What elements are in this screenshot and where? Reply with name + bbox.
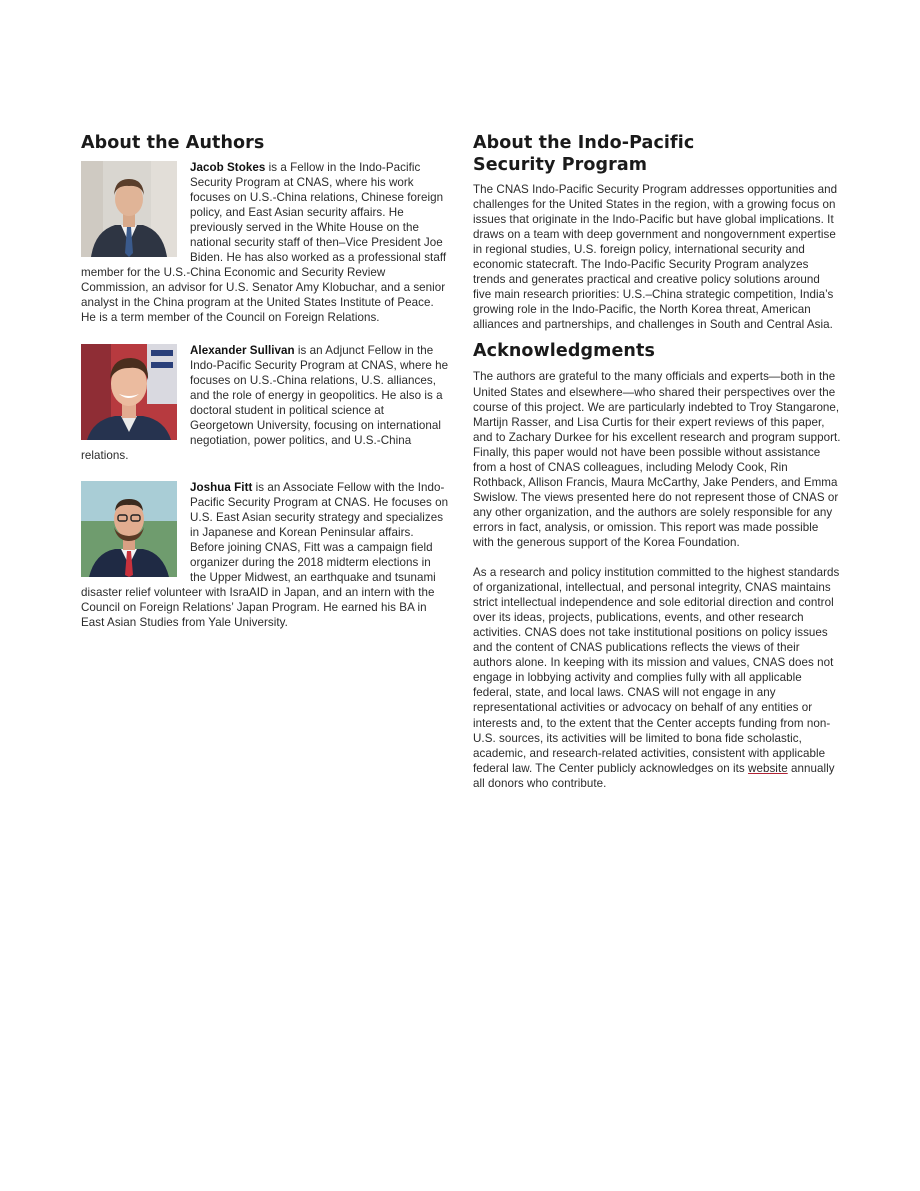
author-description-sullivan: is an Adjunct Fellow in the Indo-Pacific Security Program at CNAS, where he focuses on U.S.-China relations, U.S. alliances, and the role of energy in geopolitics. He also is a doctoral student in political science at Georgetown University, focusing on international negotiation, power politics, and U.S.-China relations. xyxy=(81,343,449,462)
author-photo-fitt xyxy=(81,481,177,577)
program-and-acknowledgments-column xyxy=(473,132,841,791)
acknowledgments-text-after-link: annually all donors who contribute. xyxy=(473,761,835,790)
program-heading xyxy=(473,132,841,176)
author-name-sullivan: Alexander Sullivan xyxy=(190,343,295,357)
author-description-stokes: is a Fellow in the Indo-Pacific Security Program at CNAS, where his work focuses on U.S.-China relations, Chinese foreign policy, and East Asian security affairs. He previously served in the White House on the national security staff of then–Vice President Joe Biden. He has also worked as a professional staff member for the U.S.-China Economic and Security Review Commission, an advisor for U.S. Senator Amy Klobuchar, and a senior analyst in the China program at the United States Institute of Peace. He is a term member of the Council on Foreign Relations. xyxy=(81,161,447,325)
program-heading-line1: About the Indo-Pacific xyxy=(473,133,695,153)
acknowledgments-text-before-link: As a research and policy institution committed to the highest standards of organizational, intellectual, and personal integrity, CNAS maintains strict intellectual independence and sole editorial direction and control over its ideas, projects, publications, events, and other research activities. CNAS does not take institutional positions on policy issues and the content of CNAS publications reflects the views of their authors alone. In keeping with its mission and values, CNAS does not engage in lobbying activity and complies fully with all applicable federal, state, and local laws. CNAS will not engage in any representational activities or advocacy on behalf of any entities or interests and, to the extent that the Center accepts funding from non-U.S. sources, its activities will be limited to bona fide scholastic, academic, and research-related activities, consistent with applicable federal law. The Center publicly acknowledges on its xyxy=(473,566,840,775)
website-link[interactable]: website xyxy=(748,761,788,775)
program-heading-line2: Security Program xyxy=(473,155,648,175)
acknowledgments-heading: Acknowledgments xyxy=(473,341,655,362)
author-name-fitt: Joshua Fitt xyxy=(190,480,253,494)
program-description: The CNAS Indo-Pacific Security Program addresses opportunities and challenges for the United States in the region, with a growing focus on issues that originate in the Indo-Pacific but have global implications. It draws on a team with deep government and nongovernment expertise in regional studies, U.S. foreign policy, international security and economic statecraft. The Indo-Pacific Security Program analyzes trends and generates practical and creative policy solutions around five main research priorities: U.S.–China strategic competition, India’s growing role in the Indo-Pacific, the North Korea threat, American alliances and partnerships, and challenges in South and Central Asia. xyxy=(473,183,838,332)
author-photo-stokes xyxy=(81,161,177,257)
author-bio-sullivan xyxy=(81,343,449,463)
author-bio-stokes xyxy=(81,160,449,326)
about-authors-column xyxy=(81,132,449,647)
acknowledgments-paragraph-1: The authors are grateful to the many officials and experts—both in the United States and elsewhere—who shared their perspectives over the course of this project. We are particularly indebted to Troy Stangarone, Martijn Rasser, and Lisa Curtis for their expert reviews of this paper, and to Zachary Durkee for his excellent research and program support. Finally, this paper would not have been possible without assistance from a host of CNAS colleagues, including Melody Cook, Rin Rothback, Allison Francis, Maura McCarthy, Jake Penders, and Emma Swislow. The views presented here do not represent those of CNAS or any other organization, and the authors are solely responsible for any errors in fact, analysis, or omission. This report was made possible with the generous support of the Korea Foundation. xyxy=(473,370,841,549)
acknowledgments-paragraph-2 xyxy=(473,565,841,791)
author-name-stokes: Jacob Stokes xyxy=(190,161,266,174)
author-description-fitt: is an Associate Fellow with the Indo-Pacific Security Program at CNAS. He focuses on U.S. East Asian security strategy and specializes in Japanese and Korean Peninsular affairs. Before joining CNAS, Fitt was a campaign field organizer during the 2018 midterm elections in the Upper Midwest, an earthquake and tsunami disaster relief volunteer with IsraAID in Japan, and an intern with the Council on Foreign Relations’ Japan Program. He earned his BA in East Asian Studies from Yale University. xyxy=(81,480,449,630)
author-bio-fitt xyxy=(81,480,449,630)
author-photo-sullivan xyxy=(81,344,177,440)
about-authors-heading: About the Authors xyxy=(81,133,265,153)
